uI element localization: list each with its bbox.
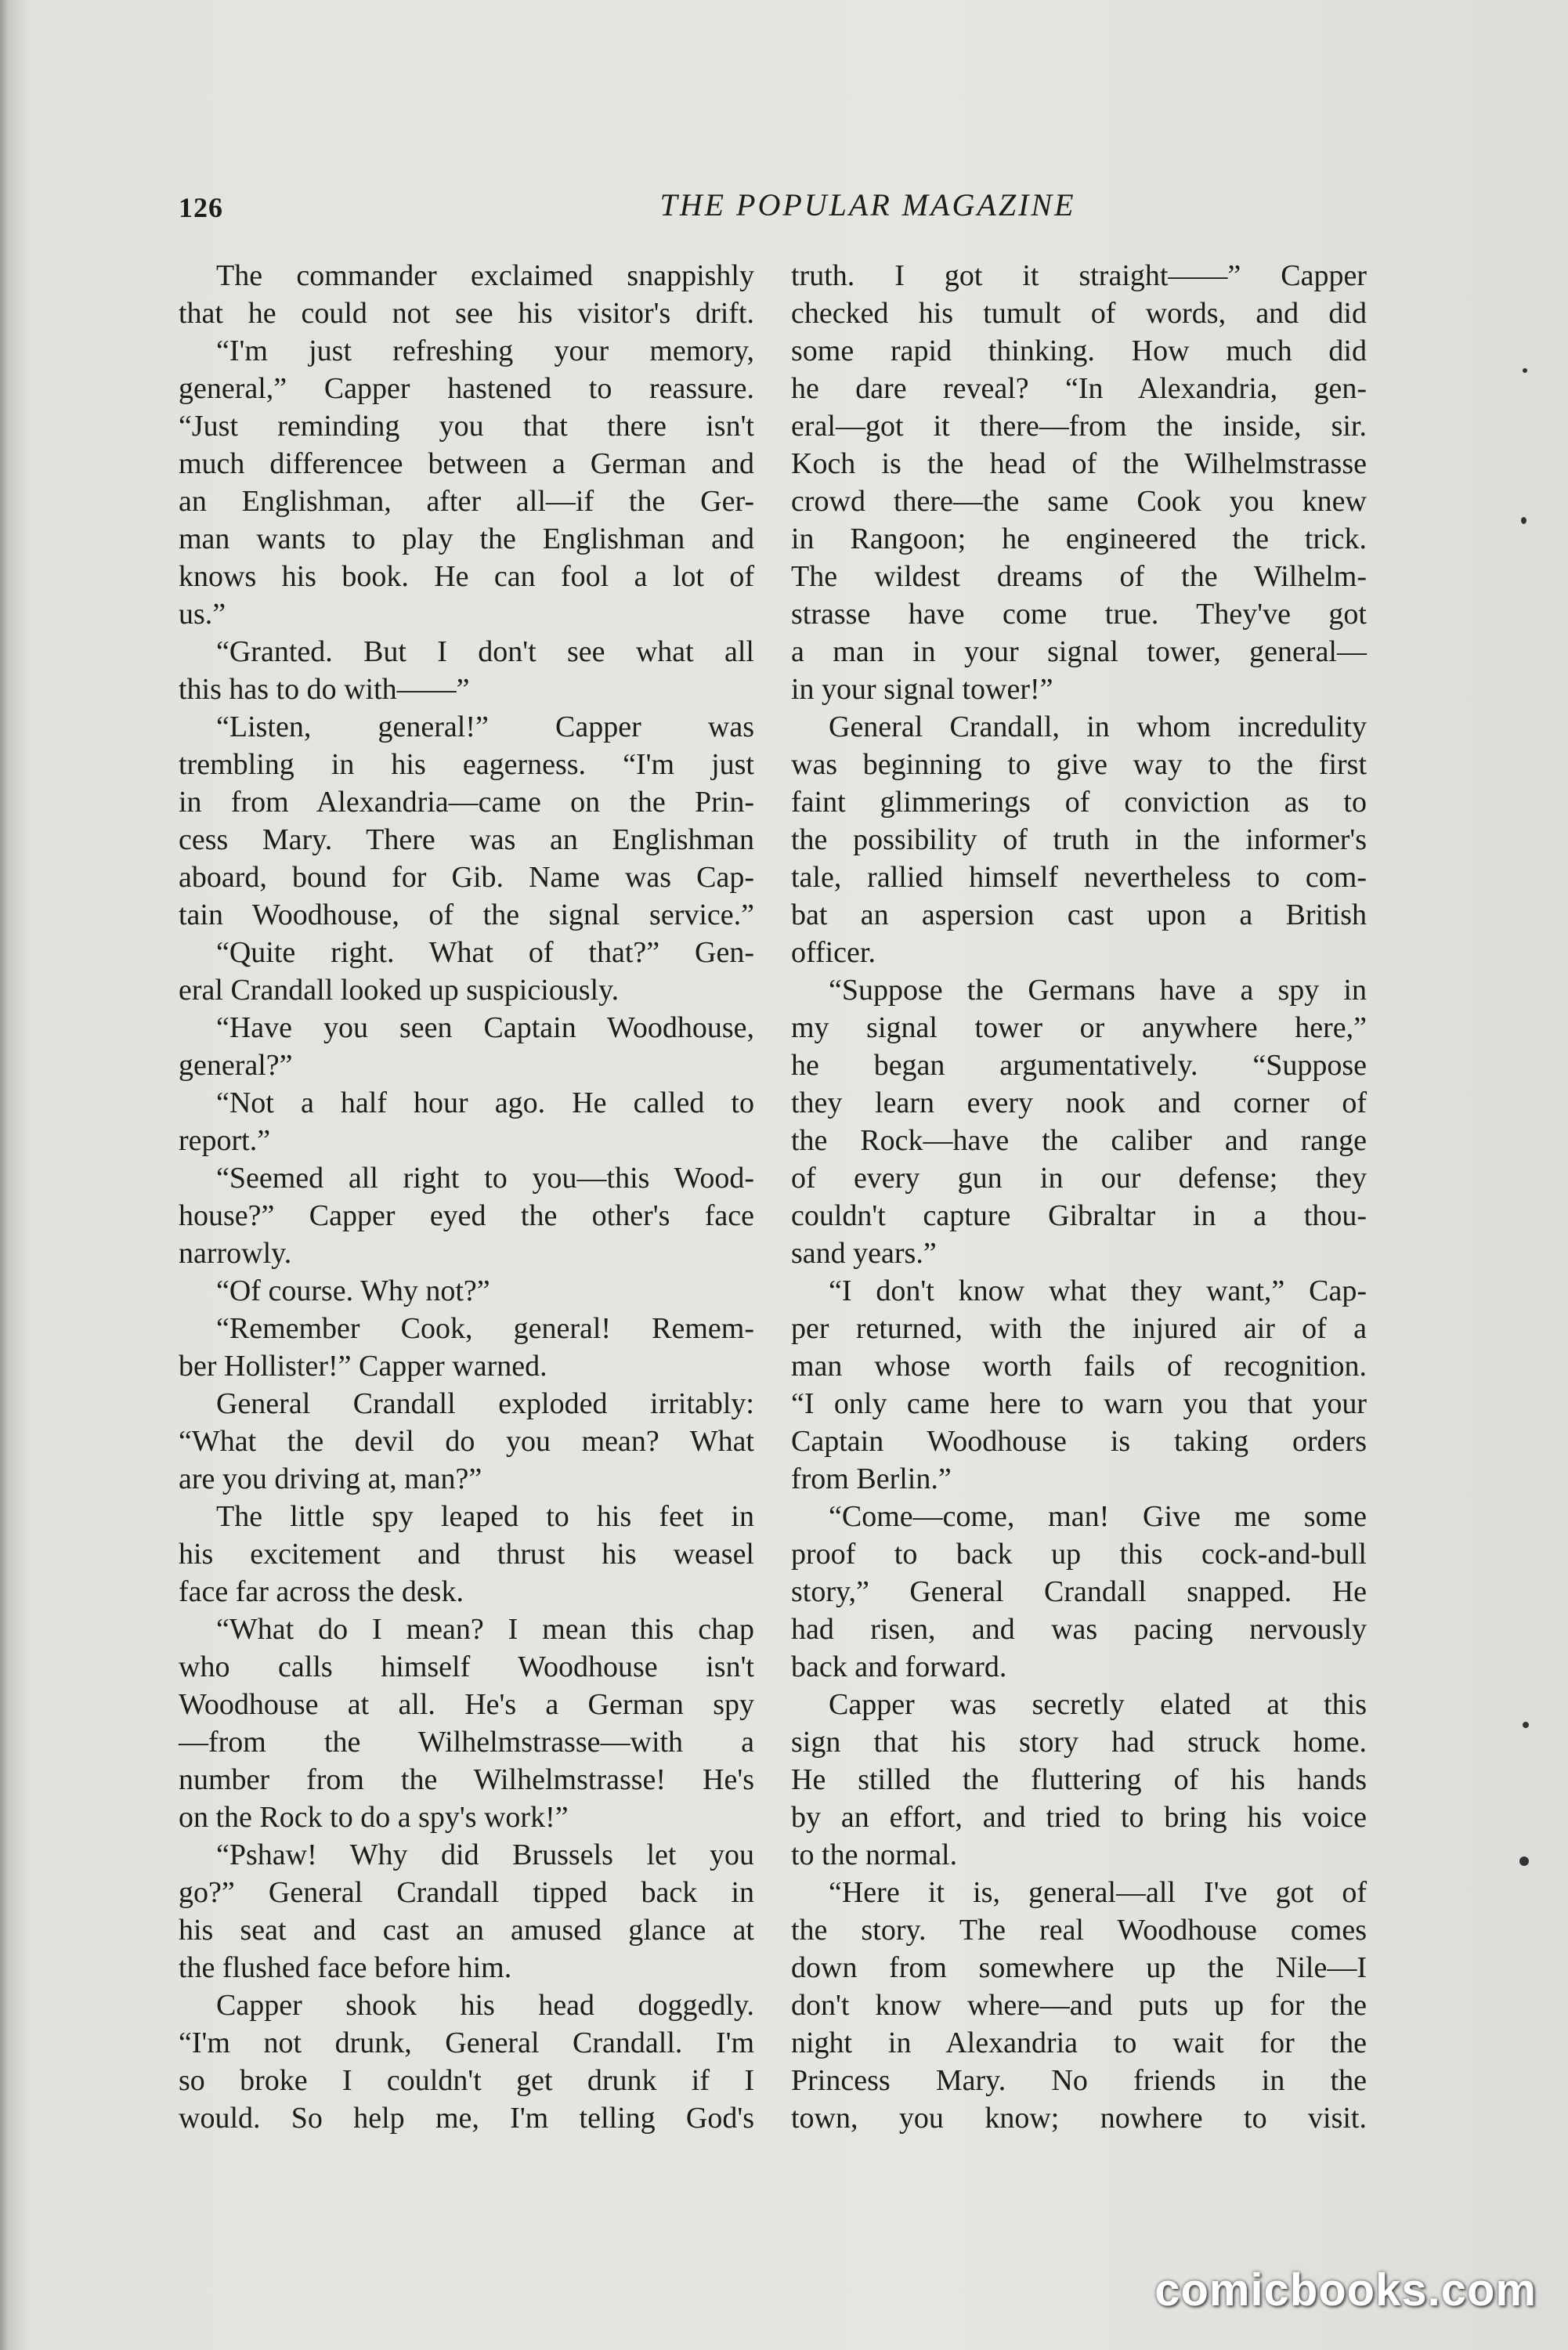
text-line: The wildest dreams of the Wilhelm- bbox=[791, 560, 1367, 593]
text-line: officer. bbox=[791, 936, 876, 969]
text-line: man wants to play the Englishman and bbox=[179, 522, 754, 555]
text-line: “I'm just refreshing your memory, bbox=[216, 334, 754, 367]
text-line: report.” bbox=[179, 1124, 271, 1157]
text-line: “I don't know what they want,” Cap- bbox=[829, 1274, 1367, 1307]
text-line: an Englishman, after all—if the Ger- bbox=[179, 485, 754, 518]
text-line: trembling in his eagerness. “I'm just bbox=[179, 748, 754, 781]
text-line: that he could not see his visitor's drift. bbox=[179, 297, 754, 330]
text-line: proof to back up this cock-and-bull bbox=[791, 1538, 1367, 1571]
text-line: eral Crandall looked up suspiciously. bbox=[179, 974, 620, 1007]
text-line: the story. The real Woodhouse comes bbox=[791, 1914, 1367, 1947]
text-line: Woodhouse at all. He's a German spy bbox=[179, 1688, 754, 1721]
text-line: —from the Wilhelmstrasse—with a bbox=[179, 1726, 754, 1759]
text-line: Captain Woodhouse is taking orders bbox=[791, 1425, 1367, 1458]
text-line: “Here it is, general—all I've got of bbox=[829, 1876, 1367, 1909]
text-line: general,” Capper hastened to reassure. bbox=[179, 372, 754, 405]
text-line: strasse have come true. They've got bbox=[791, 598, 1367, 631]
text-line: in from Alexandria—came on the Prin- bbox=[179, 786, 754, 819]
text-line: back and forward. bbox=[791, 1650, 1007, 1683]
text-line: tain Woodhouse, of the signal service.” bbox=[179, 898, 754, 931]
text-line: cess Mary. There was an Englishman bbox=[179, 823, 754, 856]
text-line: the flushed face before him. bbox=[179, 1951, 512, 1984]
text-line: The little spy leaped to his feet in bbox=[216, 1500, 754, 1533]
text-line: by an effort, and tried to bring his voice bbox=[791, 1801, 1367, 1834]
page-speck bbox=[1523, 1722, 1529, 1728]
text-line: had risen, and was pacing nervously bbox=[791, 1613, 1367, 1646]
text-line: who calls himself Woodhouse isn't bbox=[179, 1650, 754, 1683]
text-line: “I only came here to warn you that your bbox=[791, 1387, 1367, 1420]
page-header bbox=[179, 186, 1377, 233]
text-line: much differencee between a German and bbox=[179, 447, 754, 480]
text-line: he dare reveal? “In Alexandria, gen- bbox=[791, 372, 1367, 405]
text-line: truth. I got it straight——” Capper bbox=[791, 259, 1367, 292]
text-line: man whose worth fails of recognition. bbox=[791, 1350, 1367, 1383]
text-line: night in Alexandria to wait for the bbox=[791, 2026, 1367, 2059]
text-line: per returned, with the injured air of a bbox=[791, 1312, 1367, 1345]
text-line: “Suppose the Germans have a spy in bbox=[829, 974, 1367, 1007]
text-line: checked his tumult of words, and did bbox=[791, 297, 1367, 330]
text-line: to the normal. bbox=[791, 1838, 958, 1871]
text-line: was beginning to give way to the first bbox=[791, 748, 1367, 781]
text-line: general?” bbox=[179, 1049, 293, 1082]
text-line: narrowly. bbox=[179, 1237, 292, 1270]
text-line: “Granted. But I don't see what all bbox=[216, 635, 754, 668]
text-line: of every gun in our defense; they bbox=[791, 1162, 1367, 1195]
site-watermark: comicbooks.com bbox=[1154, 2265, 1537, 2316]
text-line: number from the Wilhelmstrasse! He's bbox=[179, 1763, 754, 1796]
text-line: knows his book. He can fool a lot of bbox=[179, 560, 754, 593]
text-line: go?” General Crandall tipped back in bbox=[179, 1876, 754, 1909]
text-line: in your signal tower!” bbox=[791, 673, 1053, 706]
text-line: in Rangoon; he engineered the trick. bbox=[791, 522, 1367, 555]
text-line: they learn every nook and corner of bbox=[791, 1086, 1367, 1119]
text-line: so broke I couldn't get drunk if I bbox=[179, 2064, 754, 2097]
text-line: eral—got it there—from the inside, sir. bbox=[791, 410, 1367, 443]
text-line: couldn't capture Gibraltar in a thou- bbox=[791, 1199, 1367, 1232]
text-line: my signal tower or anywhere here,” bbox=[791, 1011, 1367, 1044]
text-line: this has to do with——” bbox=[179, 673, 470, 706]
text-line: Koch is the head of the Wilhelmstrasse bbox=[791, 447, 1367, 480]
text-column-right bbox=[791, 257, 1367, 2137]
text-line: on the Rock to do a spy's work!” bbox=[179, 1801, 569, 1834]
text-line: General Crandall exploded irritably: bbox=[216, 1387, 754, 1420]
text-line: down from somewhere up the Nile—I bbox=[791, 1951, 1367, 1984]
text-line: ber Hollister!” Capper warned. bbox=[179, 1350, 547, 1383]
text-line: aboard, bound for Gib. Name was Cap- bbox=[179, 861, 754, 894]
text-line: the Rock—have the caliber and range bbox=[791, 1124, 1367, 1157]
text-column-left bbox=[179, 257, 754, 2137]
text-line: “Of course. Why not?” bbox=[216, 1274, 490, 1307]
text-line: sand years.” bbox=[791, 1237, 937, 1270]
page-speck bbox=[1523, 368, 1527, 373]
text-line: are you driving at, man?” bbox=[179, 1462, 482, 1495]
text-line: bat an aspersion cast upon a British bbox=[791, 898, 1367, 931]
text-line: house?” Capper eyed the other's face bbox=[179, 1199, 754, 1232]
text-line: Capper was secretly elated at this bbox=[829, 1688, 1367, 1721]
text-line: “What the devil do you mean? What bbox=[179, 1425, 754, 1458]
text-line: “Seemed all right to you—this Wood- bbox=[216, 1162, 754, 1195]
text-line: his seat and cast an amused glance at bbox=[179, 1914, 754, 1947]
text-line: The commander exclaimed snappishly bbox=[216, 259, 754, 292]
text-line: “Remember Cook, general! Remem- bbox=[216, 1312, 754, 1345]
text-line: Princess Mary. No friends in the bbox=[791, 2064, 1367, 2097]
text-line: crowd there—the same Cook you knew bbox=[791, 485, 1367, 518]
text-line: “I'm not drunk, General Crandall. I'm bbox=[179, 2026, 754, 2059]
text-line: “Come—come, man! Give me some bbox=[829, 1500, 1367, 1533]
text-line: town, you know; nowhere to visit. bbox=[791, 2102, 1367, 2135]
text-line: story,” General Crandall snapped. He bbox=[791, 1575, 1367, 1608]
page-number: 126 bbox=[179, 192, 223, 223]
text-line: “What do I mean? I mean this chap bbox=[216, 1613, 754, 1646]
text-line: a man in your signal tower, general— bbox=[791, 635, 1367, 668]
text-line: He stilled the fluttering of his hands bbox=[791, 1763, 1367, 1796]
text-line: would. So help me, I'm telling God's bbox=[179, 2102, 754, 2135]
text-line: from Berlin.” bbox=[791, 1462, 952, 1495]
text-line: “Just reminding you that there isn't bbox=[179, 410, 754, 443]
text-line: “Pshaw! Why did Brussels let you bbox=[216, 1838, 754, 1871]
text-line: “Quite right. What of that?” Gen- bbox=[216, 936, 754, 969]
text-line: General Crandall, in whom incredulity bbox=[829, 710, 1367, 743]
running-title: THE POPULAR MAGAZINE bbox=[659, 187, 1076, 222]
text-line: face far across the desk. bbox=[179, 1575, 464, 1608]
text-line: some rapid thinking. How much did bbox=[791, 334, 1367, 367]
text-line: faint glimmerings of conviction as to bbox=[791, 786, 1367, 819]
text-line: Capper shook his head doggedly. bbox=[216, 1989, 754, 2022]
page-speck bbox=[1521, 517, 1526, 524]
text-line: “Listen, general!” Capper was bbox=[216, 710, 754, 743]
text-line: “Have you seen Captain Woodhouse, bbox=[216, 1011, 754, 1044]
text-line: his excitement and thrust his weasel bbox=[179, 1538, 754, 1571]
text-line: “Not a half hour ago. He called to bbox=[216, 1086, 754, 1119]
text-line: he began argumentatively. “Suppose bbox=[791, 1049, 1367, 1082]
page-speck bbox=[1519, 1856, 1529, 1866]
text-line: tale, rallied himself nevertheless to com- bbox=[791, 861, 1367, 894]
text-line: us.” bbox=[179, 598, 226, 631]
text-line: the possibility of truth in the informer's bbox=[791, 823, 1367, 856]
text-line: don't know where—and puts up for the bbox=[791, 1989, 1367, 2022]
text-line: sign that his story had struck home. bbox=[791, 1726, 1367, 1759]
